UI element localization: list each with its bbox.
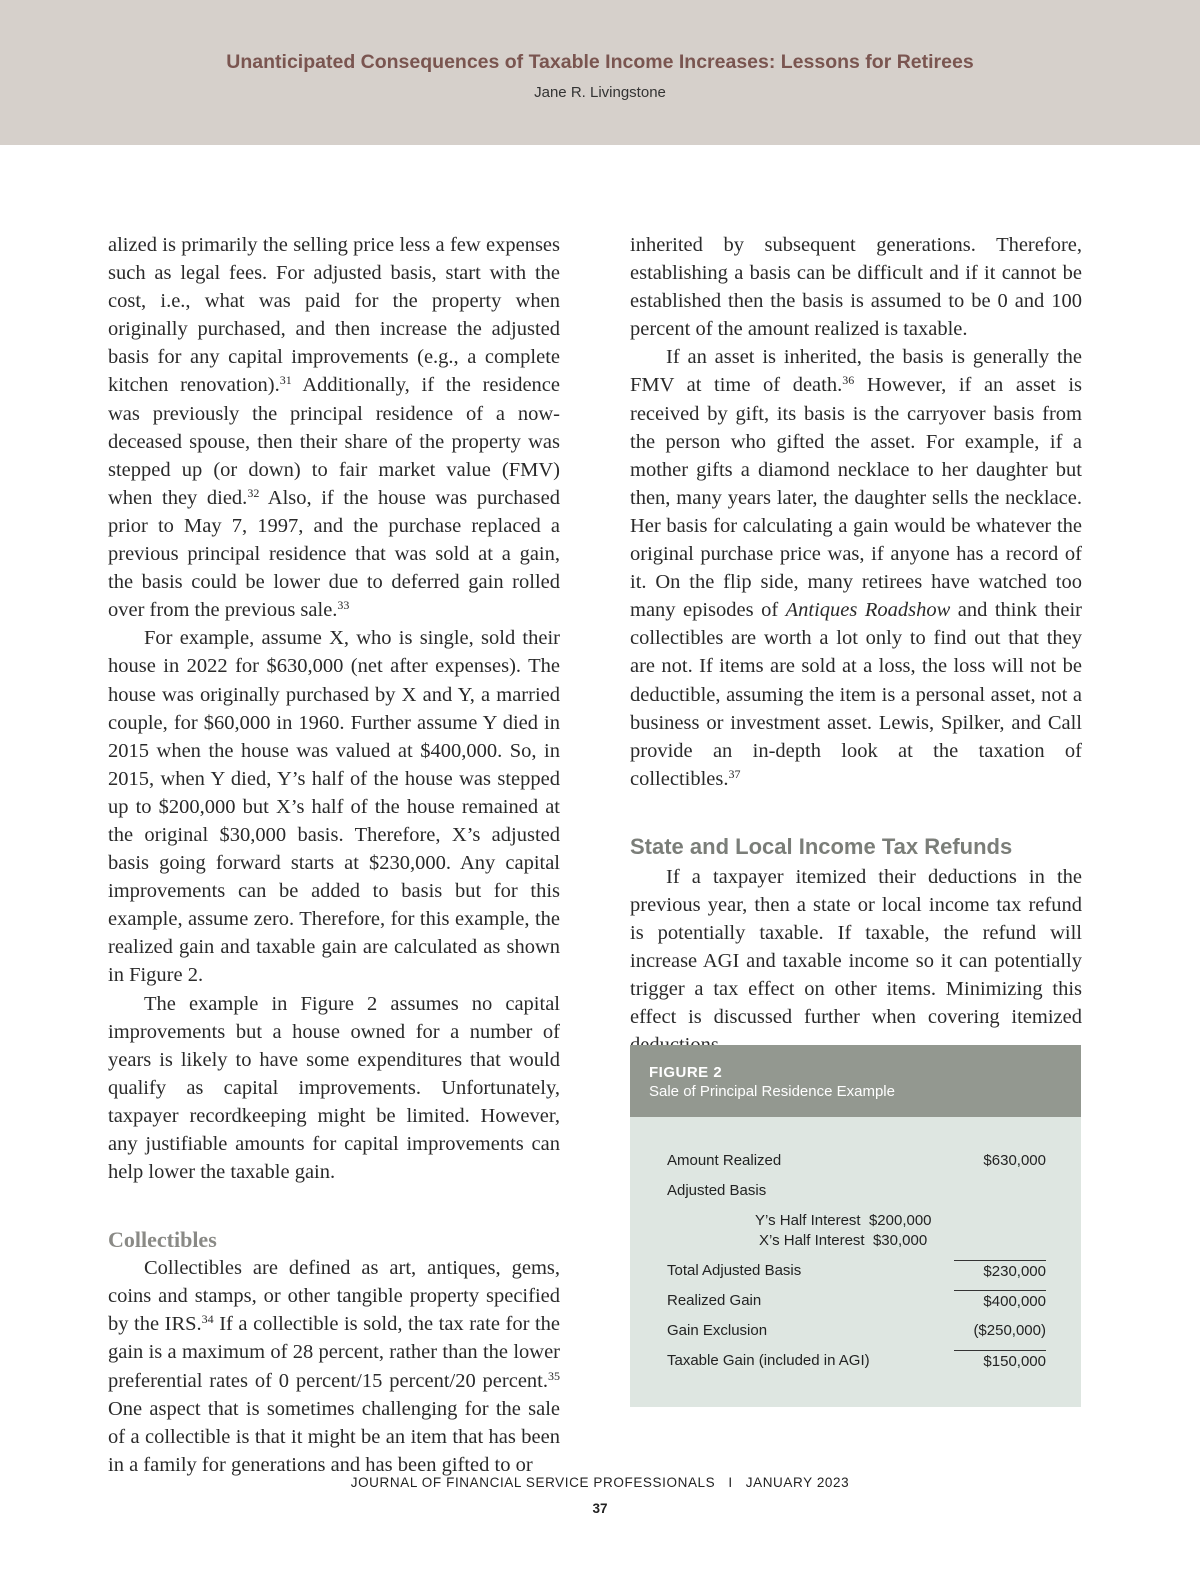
paragraph: The example in Figure 2 assumes no capital improvements but a house owned for a number of years is likely to have some expenditures that would qualify as capital improvements. Unfortunately, taxpayer recordkeeping might be limited. However, any justifiable amounts for capital improvements can help lower the taxable gain.: [108, 992, 560, 1184]
right-column: [630, 231, 1082, 1060]
left-column: [108, 231, 560, 1479]
show-title: Antiques Roadshow: [785, 599, 951, 622]
issue-date: JANUARY 2023: [745, 1475, 850, 1490]
footnote-ref[interactable]: 33: [337, 598, 350, 613]
row-value: $400,000: [954, 1290, 1046, 1310]
row-label: Gain Exclusion: [667, 1322, 768, 1339]
footnote-ref[interactable]: 31: [279, 373, 292, 388]
footnote-ref[interactable]: 32: [247, 485, 260, 500]
running-footer: [0, 1475, 1200, 1490]
footnote-ref[interactable]: 35: [548, 1368, 560, 1383]
figure-2: [630, 1045, 1081, 1407]
row-value: $230,000: [954, 1260, 1046, 1280]
row-value: $630,000: [983, 1152, 1046, 1169]
paragraph: alized is primarily the selling price less a few expenses such as legal fees. For adjusted basis, start with the cost, i.e., what was paid for the property when originally purchased, and then increase the adjusted basis for any capital improvements (e.g., a complete kitchen renovation).$^{31}$ Additionally, if the residence was previously the principal residence of a now-deceased spouse, then their share of the property was stepped up (or down) to fair market value (FMV) when they died.$^{32}$ Also, if the house was purchased prior to May 7, 1997, and the purchase replaced a previous principal residence that was sold at a gain, the basis could be lower due to deferred gain rolled over from the previous sale.$^{33}$: [108, 234, 560, 622]
footnote-ref[interactable]: 34: [201, 1312, 214, 1327]
figure-header: [630, 1045, 1081, 1117]
footnote-ref[interactable]: 36: [842, 373, 855, 388]
journal-name: JOURNAL OF FINANCIAL SERVICE PROFESSIONALS: [350, 1475, 716, 1490]
paragraph: inherited by subsequent generations. Therefore, establishing a basis can be difficult and if it cannot be established then the basis is assumed to be 0 and 100 percent of the amount realized is taxable.: [630, 234, 1082, 341]
figure-label: FIGURE 2: [649, 1064, 723, 1081]
footnote-ref[interactable]: 37: [728, 766, 741, 781]
row-label: Adjusted Basis: [667, 1182, 767, 1199]
article-title: Unanticipated Consequences of Taxable Income Increases: Lessons for Retirees: [226, 51, 974, 73]
section-heading-collectibles: Collectibles: [108, 1227, 217, 1253]
row-label: Taxable Gain (included in AGI): [667, 1352, 870, 1369]
row-value: $150,000: [954, 1350, 1046, 1370]
row-label: Total Adjusted Basis: [667, 1262, 802, 1279]
footer-separator: I: [728, 1475, 733, 1490]
section-heading-state-refunds: State and Local Income Tax Refunds: [630, 833, 1013, 859]
row-value: ($250,000): [973, 1322, 1046, 1339]
row-label: Amount Realized: [667, 1152, 782, 1169]
paragraph: If an asset is inherited, the basis is generally the FMV at time of death.$^{36}$ However, if an asset is received by gift, its basis is the carryover basis from the person who gifted the asset. For example, if a mother gifts a diamond necklace to her daughter but then, many years later, the daughter sells the necklace. Her basis for calculating a gain would be whatever the original purchase price was, if anyone has a record of it. On the flip side, many retirees have watched too many episodes of Antiques Roadshow and think their collectibles are worth a lot only to find out that they are not. If items are sold at a loss, the loss will not be deductible, assuming the item is a personal asset, not a business or investment asset. Lewis, Spilker, and Call provide an in-depth look at the taxation of collectibles.$^{37}$: [630, 346, 1082, 790]
paragraph: Collectibles are defined as art, antiques, gems, coins and stamps, or other tangible property specified by the IRS.$^{34}$ If a collectible is sold, the tax rate for the gain is a maximum of 28 percent, rather than the lower preferential rates of 0 percent/15 percent/20 percent.$^{35}$ One aspect that is sometimes challenging for the sale of a collectible is that it might be an item that has been in a family for generations and has been gifted to or: [108, 1257, 560, 1476]
sub-row: Y’s Half Interest $200,000: [755, 1212, 932, 1229]
paragraph: For example, assume X, who is single, sold their house in 2022 for $630,000 (net after expenses). The house was originally purchased by X and Y, a married couple, for $60,000 in 1960. Further assume Y died in 2015 when the house was valued at $400,000. So, in 2015, when Y died, Y’s half of the house was stepped up to $200,000 but X’s half of the house remained at the original $30,000 basis. Therefore, X’s adjusted basis going forward starts at $230,000. Any capital improvements can be added to basis but for this example, assume zero. Therefore, for this example, the realized gain and taxable gain are calculated as shown in Figure 2.: [108, 627, 560, 987]
running-header: [0, 0, 1200, 145]
figure-caption: Sale of Principal Residence Example: [649, 1083, 895, 1100]
sub-row: X’s Half Interest $30,000: [759, 1232, 928, 1249]
paragraph: If a taxpayer itemized their deductions in the previous year, then a state or local income tax refund is potentially taxable. If taxable, the refund will increase AGI and taxable income so it can potentially trigger a tax effect on other items. Minimizing this effect is discussed further when covering itemized: [630, 865, 1082, 1029]
row-label: Realized Gain: [667, 1292, 762, 1309]
page-number: 37: [592, 1501, 608, 1516]
article-author: Jane R. Livingstone: [534, 84, 666, 101]
